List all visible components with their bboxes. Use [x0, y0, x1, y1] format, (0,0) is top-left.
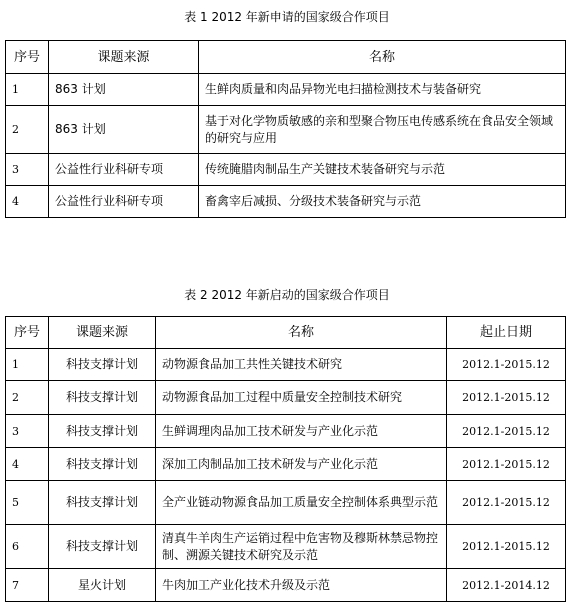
cell-source: 863 计划 — [49, 106, 199, 154]
cell-name: 动物源食品加工过程中质量安全控制技术研究 — [156, 381, 447, 415]
cell-seq: 2 — [6, 106, 49, 154]
header-seq: 序号 — [6, 317, 49, 349]
table-row — [6, 415, 566, 448]
cell-source: 科技支撑计划 — [49, 448, 156, 481]
cell-seq: 7 — [6, 569, 49, 602]
cell-name: 生鲜调理肉品加工技术研发与产业化示范 — [156, 415, 447, 448]
header-name: 名称 — [156, 317, 447, 349]
cell-seq: 1 — [6, 349, 49, 381]
cell-source: 科技支撑计划 — [49, 525, 156, 569]
cell-seq: 1 — [6, 74, 49, 106]
cell-seq: 6 — [6, 525, 49, 569]
cell-seq: 5 — [6, 481, 49, 525]
cell-name: 畜禽宰后减损、分级技术装备研究与示范 — [199, 186, 566, 218]
cell-seq: 2 — [6, 381, 49, 415]
table-row — [6, 569, 566, 602]
header-name: 名称 — [199, 41, 566, 74]
cell-date: 2012.1-2015.12 — [447, 481, 566, 525]
cell-name: 全产业链动物源食品加工质量安全控制体系典型示范 — [156, 481, 447, 525]
table1-header-row — [6, 41, 566, 74]
cell-source: 科技支撑计划 — [49, 415, 156, 448]
cell-seq: 3 — [6, 154, 49, 186]
table-row — [6, 106, 566, 154]
table-row — [6, 186, 566, 218]
cell-source: 公益性行业科研专项 — [49, 186, 199, 218]
cell-date: 2012.1-2015.12 — [447, 525, 566, 569]
cell-seq: 4 — [6, 448, 49, 481]
cell-name: 基于对化学物质敏感的亲和型聚合物压电传感系统在食品安全领域的研究与应用 — [199, 106, 566, 154]
cell-date: 2012.1-2015.12 — [447, 349, 566, 381]
table-row — [6, 525, 566, 569]
cell-source: 公益性行业科研专项 — [49, 154, 199, 186]
cell-name: 传统腌腊肉制品生产关键技术装备研究与示范 — [199, 154, 566, 186]
cell-name: 深加工肉制品加工技术研发与产业化示范 — [156, 448, 447, 481]
cell-name: 生鲜肉质量和肉品异物光电扫描检测技术与装备研究 — [199, 74, 566, 106]
cell-seq: 4 — [6, 186, 49, 218]
table-row — [6, 448, 566, 481]
cell-date: 2012.1-2015.12 — [447, 448, 566, 481]
table1 — [5, 40, 566, 218]
cell-name: 动物源食品加工共性关键技术研究 — [156, 349, 447, 381]
cell-source: 科技支撑计划 — [49, 381, 156, 415]
table2-caption: 表 2 2012 年新启动的国家级合作项目 — [184, 288, 390, 302]
header-source: 课题来源 — [49, 41, 199, 74]
cell-source: 科技支撑计划 — [49, 349, 156, 381]
cell-source: 863 计划 — [49, 74, 199, 106]
table-row — [6, 154, 566, 186]
table-row — [6, 481, 566, 525]
cell-source: 科技支撑计划 — [49, 481, 156, 525]
header-date: 起止日期 — [447, 317, 566, 349]
cell-date: 2012.1-2014.12 — [447, 569, 566, 602]
table-row — [6, 349, 566, 381]
table1-caption: 表 1 2012 年新申请的国家级合作项目 — [184, 10, 390, 24]
cell-source: 星火计划 — [49, 569, 156, 602]
table-row — [6, 74, 566, 106]
cell-date: 2012.1-2015.12 — [447, 381, 566, 415]
table2-header-row — [6, 317, 566, 349]
cell-date: 2012.1-2015.12 — [447, 415, 566, 448]
header-source: 课题来源 — [49, 317, 156, 349]
cell-seq: 3 — [6, 415, 49, 448]
table2 — [5, 316, 566, 602]
table-row — [6, 381, 566, 415]
header-seq: 序号 — [6, 41, 49, 74]
cell-name: 清真牛羊肉生产运销过程中危害物及穆斯林禁忌物控制、溯源关键技术研究及示范 — [156, 525, 447, 569]
cell-name: 牛肉加工产业化技术升级及示范 — [156, 569, 447, 602]
